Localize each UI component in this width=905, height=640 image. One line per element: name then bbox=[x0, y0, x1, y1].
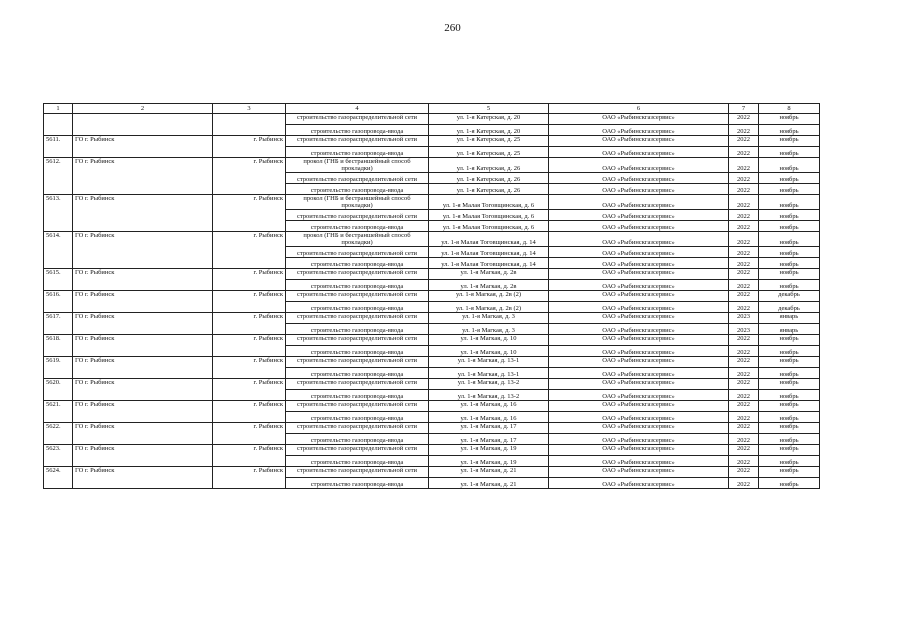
address-cell: ул. 1-я Магкая, д. 16 bbox=[429, 401, 549, 412]
table-row bbox=[44, 357, 820, 368]
year-cell: 2022 bbox=[729, 232, 759, 247]
district-cell: ГО г. Рыбинск bbox=[73, 195, 213, 232]
organization-cell: ОАО «Рыбинскгазсервис» bbox=[549, 232, 729, 247]
city-cell: г. Рыбинск bbox=[213, 269, 286, 291]
month-cell: ноябрь bbox=[759, 258, 820, 269]
address-cell: ул. 1-я Магкая, д. 2в bbox=[429, 269, 549, 280]
month-cell: ноябрь bbox=[759, 221, 820, 232]
table-row bbox=[44, 114, 820, 125]
month-cell: ноябрь bbox=[759, 357, 820, 368]
organization-cell: ОАО «Рыбинскгазсервис» bbox=[549, 158, 729, 173]
month-cell: ноябрь bbox=[759, 147, 820, 158]
year-cell: 2022 bbox=[729, 302, 759, 313]
number-cell: 5622. bbox=[44, 423, 73, 445]
address-cell: ул. 1-я Магкая, д. 13-2 bbox=[429, 390, 549, 401]
year-cell: 2022 bbox=[729, 184, 759, 195]
district-cell: ГО г. Рыбинск bbox=[73, 269, 213, 291]
address-cell: ул. 1-я Катерская, д. 20 bbox=[429, 114, 549, 125]
organization-cell: ОАО «Рыбинскгазсервис» bbox=[549, 280, 729, 291]
year-cell: 2022 bbox=[729, 125, 759, 136]
address-cell: ул. 1-я Магкая, д. 17 bbox=[429, 423, 549, 434]
address-cell: ул. 1-я Магкая, д. 19 bbox=[429, 445, 549, 456]
address-cell: ул. 1-я Магкая, д. 3 bbox=[429, 313, 549, 324]
organization-cell: ОАО «Рыбинскгазсервис» bbox=[549, 379, 729, 390]
number-cell: 5615. bbox=[44, 269, 73, 291]
month-cell: ноябрь bbox=[759, 401, 820, 412]
address-cell: ул. 1-я Малая Тоговщинская, д. 14 bbox=[429, 258, 549, 269]
year-cell: 2022 bbox=[729, 173, 759, 184]
organization-cell: ОАО «Рыбинскгазсервис» bbox=[549, 136, 729, 147]
district-cell: ГО г. Рыбинск bbox=[73, 313, 213, 335]
organization-cell: ОАО «Рыбинскгазсервис» bbox=[549, 423, 729, 434]
organization-cell: ОАО «Рыбинскгазсервис» bbox=[549, 184, 729, 195]
district-cell bbox=[73, 114, 213, 136]
activity-cell: строительство газопровода-ввода bbox=[286, 221, 429, 232]
year-cell: 2022 bbox=[729, 147, 759, 158]
table-row bbox=[44, 291, 820, 302]
year-cell: 2022 bbox=[729, 390, 759, 401]
address-cell: ул. 1-я Магкая, д. 2в (2) bbox=[429, 302, 549, 313]
address-cell: ул. 1-я Магкая, д. 10 bbox=[429, 335, 549, 346]
month-cell: ноябрь bbox=[759, 434, 820, 445]
month-cell: январь bbox=[759, 313, 820, 324]
gas-works-table bbox=[43, 103, 820, 489]
number-cell: 5619. bbox=[44, 357, 73, 379]
city-cell: г. Рыбинск bbox=[213, 136, 286, 158]
district-cell: ГО г. Рыбинск bbox=[73, 445, 213, 467]
organization-cell: ОАО «Рыбинскгазсервис» bbox=[549, 195, 729, 210]
number-cell: 5621. bbox=[44, 401, 73, 423]
address-cell: ул. 1-я Катерская, д. 20 bbox=[429, 125, 549, 136]
address-cell: ул. 1-я Магкая, д. 21 bbox=[429, 478, 549, 489]
activity-cell: строительство газораспределительной сети bbox=[286, 379, 429, 390]
address-cell: ул. 1-я Катерская, д. 25 bbox=[429, 147, 549, 158]
activity-cell: строительство газопровода-ввода bbox=[286, 346, 429, 357]
year-cell: 2022 bbox=[729, 269, 759, 280]
organization-cell: ОАО «Рыбинскгазсервис» bbox=[549, 147, 729, 158]
month-cell: ноябрь bbox=[759, 158, 820, 173]
month-cell: декабрь bbox=[759, 302, 820, 313]
activity-cell: строительство газопровода-ввода bbox=[286, 434, 429, 445]
header-cell: 2 bbox=[73, 104, 213, 114]
organization-cell: ОАО «Рыбинскгазсервис» bbox=[549, 467, 729, 478]
activity-cell: строительство газораспределительной сети bbox=[286, 423, 429, 434]
address-cell: ул. 1-я Малая Тоговщинская, д. 6 bbox=[429, 210, 549, 221]
activity-cell: строительство газопровода-ввода bbox=[286, 258, 429, 269]
activity-cell: строительство газораспределительной сети bbox=[286, 467, 429, 478]
activity-cell: строительство газораспределительной сети bbox=[286, 357, 429, 368]
activity-cell: строительство газораспределительной сети bbox=[286, 114, 429, 125]
activity-cell: строительство газопровода-ввода bbox=[286, 478, 429, 489]
year-cell: 2022 bbox=[729, 445, 759, 456]
year-cell: 2022 bbox=[729, 368, 759, 379]
year-cell: 2022 bbox=[729, 114, 759, 125]
header-cell: 6 bbox=[549, 104, 729, 114]
year-cell: 2022 bbox=[729, 221, 759, 232]
activity-cell: строительство газопровода-ввода bbox=[286, 147, 429, 158]
organization-cell: ОАО «Рыбинскгазсервис» bbox=[549, 269, 729, 280]
organization-cell: ОАО «Рыбинскгазсервис» bbox=[549, 335, 729, 346]
number-cell: 5613. bbox=[44, 195, 73, 232]
address-cell: ул. 1-я Магкая, д. 13-1 bbox=[429, 357, 549, 368]
organization-cell: ОАО «Рыбинскгазсервис» bbox=[549, 368, 729, 379]
activity-cell: прокол (ГНБ и бестраншейный способ прокладки) bbox=[286, 195, 429, 210]
activity-cell: строительство газораспределительной сети bbox=[286, 173, 429, 184]
header-cell: 7 bbox=[729, 104, 759, 114]
activity-cell: строительство газопровода-ввода bbox=[286, 390, 429, 401]
organization-cell: ОАО «Рыбинскгазсервис» bbox=[549, 412, 729, 423]
address-cell: ул. 1-я Магкая, д. 21 bbox=[429, 467, 549, 478]
activity-cell: строительство газопровода-ввода bbox=[286, 368, 429, 379]
table-row bbox=[44, 445, 820, 456]
table-row bbox=[44, 158, 820, 173]
year-cell: 2022 bbox=[729, 434, 759, 445]
month-cell: ноябрь bbox=[759, 136, 820, 147]
city-cell bbox=[213, 114, 286, 136]
header-row bbox=[44, 104, 820, 114]
table-row bbox=[44, 195, 820, 210]
organization-cell: ОАО «Рыбинскгазсервис» bbox=[549, 434, 729, 445]
year-cell: 2022 bbox=[729, 136, 759, 147]
address-cell: ул. 1-я Магкая, д. 2в (2) bbox=[429, 291, 549, 302]
activity-cell: строительство газопровода-ввода bbox=[286, 456, 429, 467]
district-cell: ГО г. Рыбинск bbox=[73, 423, 213, 445]
address-cell: ул. 1-я Малая Тоговщинская, д. 14 bbox=[429, 232, 549, 247]
month-cell: ноябрь bbox=[759, 390, 820, 401]
month-cell: ноябрь bbox=[759, 412, 820, 423]
activity-cell: строительство газораспределительной сети bbox=[286, 313, 429, 324]
city-cell: г. Рыбинск bbox=[213, 357, 286, 379]
month-cell: ноябрь bbox=[759, 423, 820, 434]
year-cell: 2022 bbox=[729, 195, 759, 210]
year-cell: 2022 bbox=[729, 158, 759, 173]
year-cell: 2022 bbox=[729, 401, 759, 412]
year-cell: 2022 bbox=[729, 467, 759, 478]
activity-cell: строительство газораспределительной сети bbox=[286, 136, 429, 147]
month-cell: ноябрь bbox=[759, 346, 820, 357]
month-cell: ноябрь bbox=[759, 280, 820, 291]
city-cell: г. Рыбинск bbox=[213, 379, 286, 401]
year-cell: 2022 bbox=[729, 478, 759, 489]
organization-cell: ОАО «Рыбинскгазсервис» bbox=[549, 258, 729, 269]
city-cell: г. Рыбинск bbox=[213, 232, 286, 269]
table-row bbox=[44, 401, 820, 412]
city-cell: г. Рыбинск bbox=[213, 335, 286, 357]
number-cell: 5614. bbox=[44, 232, 73, 269]
organization-cell: ОАО «Рыбинскгазсервис» bbox=[549, 390, 729, 401]
organization-cell: ОАО «Рыбинскгазсервис» bbox=[549, 302, 729, 313]
organization-cell: ОАО «Рыбинскгазсервис» bbox=[549, 173, 729, 184]
city-cell: г. Рыбинск bbox=[213, 313, 286, 335]
activity-cell: строительство газораспределительной сети bbox=[286, 445, 429, 456]
organization-cell: ОАО «Рыбинскгазсервис» bbox=[549, 247, 729, 258]
activity-cell: строительство газопровода-ввода bbox=[286, 302, 429, 313]
month-cell: ноябрь bbox=[759, 467, 820, 478]
organization-cell: ОАО «Рыбинскгазсервис» bbox=[549, 221, 729, 232]
header-cell: 5 bbox=[429, 104, 549, 114]
number-cell: 5616. bbox=[44, 291, 73, 313]
address-cell: ул. 1-я Малая Тоговщинская, д. 6 bbox=[429, 195, 549, 210]
header-cell: 3 bbox=[213, 104, 286, 114]
year-cell: 2022 bbox=[729, 412, 759, 423]
year-cell: 2022 bbox=[729, 335, 759, 346]
address-cell: ул. 1-я Катерская, д. 26 bbox=[429, 158, 549, 173]
activity-cell: строительство газопровода-ввода bbox=[286, 412, 429, 423]
table-row bbox=[44, 313, 820, 324]
year-cell: 2022 bbox=[729, 210, 759, 221]
city-cell: г. Рыбинск bbox=[213, 195, 286, 232]
address-cell: ул. 1-я Магкая, д. 16 bbox=[429, 412, 549, 423]
address-cell: ул. 1-я Магкая, д. 19 bbox=[429, 456, 549, 467]
district-cell: ГО г. Рыбинск bbox=[73, 158, 213, 195]
year-cell: 2022 bbox=[729, 258, 759, 269]
year-cell: 2022 bbox=[729, 357, 759, 368]
table-row bbox=[44, 423, 820, 434]
address-cell: ул. 1-я Магкая, д. 13-2 bbox=[429, 379, 549, 390]
table-row bbox=[44, 379, 820, 390]
number-cell: 5620. bbox=[44, 379, 73, 401]
header-cell: 1 bbox=[44, 104, 73, 114]
organization-cell: ОАО «Рыбинскгазсервис» bbox=[549, 291, 729, 302]
month-cell: ноябрь bbox=[759, 478, 820, 489]
number-cell bbox=[44, 114, 73, 136]
table-row bbox=[44, 269, 820, 280]
month-cell: декабрь bbox=[759, 291, 820, 302]
organization-cell: ОАО «Рыбинскгазсервис» bbox=[549, 401, 729, 412]
district-cell: ГО г. Рыбинск bbox=[73, 357, 213, 379]
month-cell: ноябрь bbox=[759, 232, 820, 247]
city-cell: г. Рыбинск bbox=[213, 467, 286, 489]
activity-cell: строительство газораспределительной сети bbox=[286, 247, 429, 258]
organization-cell: ОАО «Рыбинскгазсервис» bbox=[549, 456, 729, 467]
activity-cell: строительство газораспределительной сети bbox=[286, 269, 429, 280]
month-cell: ноябрь bbox=[759, 210, 820, 221]
year-cell: 2022 bbox=[729, 291, 759, 302]
activity-cell: прокол (ГНБ и бестраншейный способ прокладки) bbox=[286, 232, 429, 247]
district-cell: ГО г. Рыбинск bbox=[73, 467, 213, 489]
address-cell: ул. 1-я Магкая, д. 13-1 bbox=[429, 368, 549, 379]
address-cell: ул. 1-я Магкая, д. 17 bbox=[429, 434, 549, 445]
address-cell: ул. 1-я Катерская, д. 26 bbox=[429, 173, 549, 184]
district-cell: ГО г. Рыбинск bbox=[73, 335, 213, 357]
district-cell: ГО г. Рыбинск bbox=[73, 232, 213, 269]
activity-cell: строительство газораспределительной сети bbox=[286, 210, 429, 221]
organization-cell: ОАО «Рыбинскгазсервис» bbox=[549, 478, 729, 489]
month-cell: ноябрь bbox=[759, 173, 820, 184]
activity-cell: строительство газораспределительной сети bbox=[286, 291, 429, 302]
number-cell: 5612. bbox=[44, 158, 73, 195]
month-cell: ноябрь bbox=[759, 456, 820, 467]
year-cell: 2023 bbox=[729, 313, 759, 324]
year-cell: 2022 bbox=[729, 280, 759, 291]
city-cell: г. Рыбинск bbox=[213, 401, 286, 423]
activity-cell: прокол (ГНБ и бестраншейный способ прокладки) bbox=[286, 158, 429, 173]
month-cell: ноябрь bbox=[759, 184, 820, 195]
city-cell: г. Рыбинск bbox=[213, 445, 286, 467]
organization-cell: ОАО «Рыбинскгазсервис» bbox=[549, 346, 729, 357]
activity-cell: строительство газораспределительной сети bbox=[286, 335, 429, 346]
month-cell: январь bbox=[759, 324, 820, 335]
organization-cell: ОАО «Рыбинскгазсервис» bbox=[549, 313, 729, 324]
year-cell: 2023 bbox=[729, 324, 759, 335]
number-cell: 5617. bbox=[44, 313, 73, 335]
organization-cell: ОАО «Рыбинскгазсервис» bbox=[549, 210, 729, 221]
organization-cell: ОАО «Рыбинскгазсервис» bbox=[549, 125, 729, 136]
table-row bbox=[44, 467, 820, 478]
page-number: 260 bbox=[444, 22, 461, 34]
year-cell: 2022 bbox=[729, 379, 759, 390]
month-cell: ноябрь bbox=[759, 125, 820, 136]
address-cell: ул. 1-я Катерская, д. 25 bbox=[429, 136, 549, 147]
address-cell: ул. 1-я Малая Тоговщинская, д. 6 bbox=[429, 221, 549, 232]
number-cell: 5624. bbox=[44, 467, 73, 489]
year-cell: 2022 bbox=[729, 456, 759, 467]
table-row bbox=[44, 232, 820, 247]
month-cell: ноябрь bbox=[759, 114, 820, 125]
city-cell: г. Рыбинск bbox=[213, 291, 286, 313]
year-cell: 2022 bbox=[729, 423, 759, 434]
table-row bbox=[44, 335, 820, 346]
activity-cell: строительство газопровода-ввода bbox=[286, 280, 429, 291]
year-cell: 2022 bbox=[729, 247, 759, 258]
number-cell: 5623. bbox=[44, 445, 73, 467]
header-cell: 4 bbox=[286, 104, 429, 114]
number-cell: 5618. bbox=[44, 335, 73, 357]
month-cell: ноябрь bbox=[759, 335, 820, 346]
table-row bbox=[44, 136, 820, 147]
activity-cell: строительство газораспределительной сети bbox=[286, 401, 429, 412]
organization-cell: ОАО «Рыбинскгазсервис» bbox=[549, 445, 729, 456]
organization-cell: ОАО «Рыбинскгазсервис» bbox=[549, 114, 729, 125]
month-cell: ноябрь bbox=[759, 269, 820, 280]
activity-cell: строительство газопровода-ввода bbox=[286, 184, 429, 195]
year-cell: 2022 bbox=[729, 346, 759, 357]
city-cell: г. Рыбинск bbox=[213, 158, 286, 195]
month-cell: ноябрь bbox=[759, 195, 820, 210]
address-cell: ул. 1-я Магкая, д. 3 bbox=[429, 324, 549, 335]
activity-cell: строительство газопровода-ввода bbox=[286, 324, 429, 335]
month-cell: ноябрь bbox=[759, 247, 820, 258]
city-cell: г. Рыбинск bbox=[213, 423, 286, 445]
district-cell: ГО г. Рыбинск bbox=[73, 136, 213, 158]
month-cell: ноябрь bbox=[759, 368, 820, 379]
address-cell: ул. 1-я Малая Тоговщинская, д. 14 bbox=[429, 247, 549, 258]
organization-cell: ОАО «Рыбинскгазсервис» bbox=[549, 324, 729, 335]
number-cell: 5611. bbox=[44, 136, 73, 158]
address-cell: ул. 1-я Магкая, д. 2в bbox=[429, 280, 549, 291]
month-cell: ноябрь bbox=[759, 379, 820, 390]
address-cell: ул. 1-я Магкая, д. 10 bbox=[429, 346, 549, 357]
district-cell: ГО г. Рыбинск bbox=[73, 401, 213, 423]
month-cell: ноябрь bbox=[759, 445, 820, 456]
district-cell: ГО г. Рыбинск bbox=[73, 291, 213, 313]
district-cell: ГО г. Рыбинск bbox=[73, 379, 213, 401]
organization-cell: ОАО «Рыбинскгазсервис» bbox=[549, 357, 729, 368]
activity-cell: строительство газопровода-ввода bbox=[286, 125, 429, 136]
header-cell: 8 bbox=[759, 104, 820, 114]
address-cell: ул. 1-я Катерская, д. 26 bbox=[429, 184, 549, 195]
